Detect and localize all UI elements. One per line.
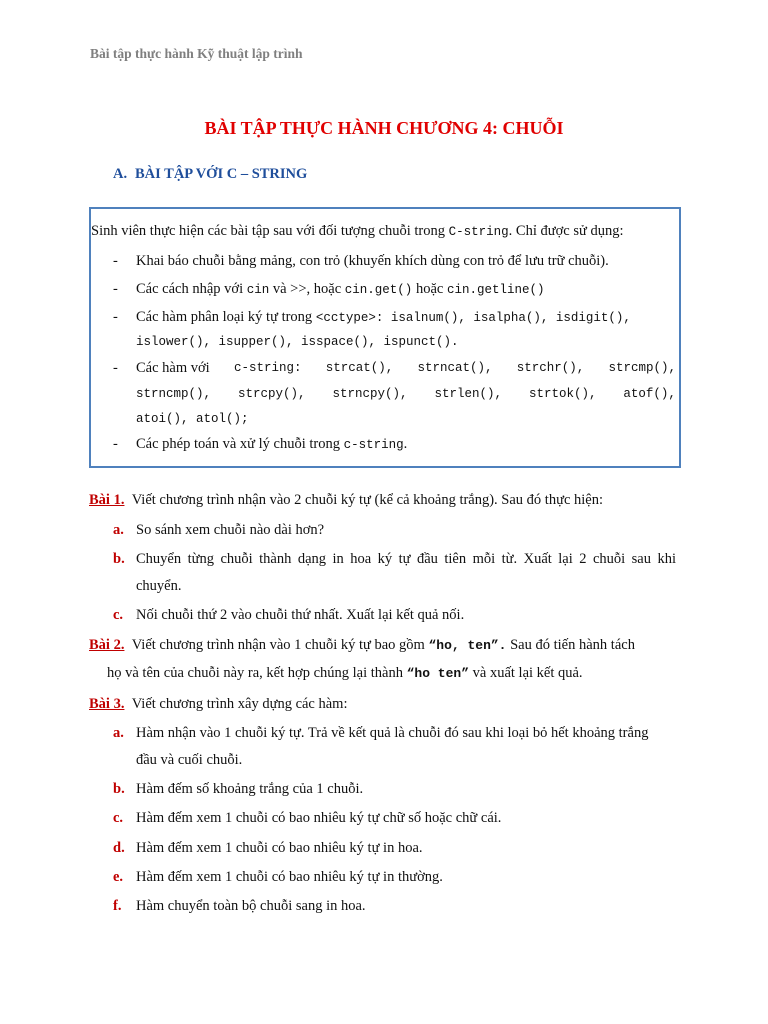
bullet-5 bbox=[136, 434, 407, 455]
exercise-1-c: Nối chuỗi thứ 2 vào chuỗi thứ nhất. Xuất lại kết quả nối. bbox=[136, 607, 465, 623]
bullet-3-line2: islower(), isupper(), isspace(), ispunct(). bbox=[136, 335, 459, 349]
word: chuỗi bbox=[220, 551, 253, 567]
exercise-3-f: Hàm chuyển toàn bộ chuỗi sang in hoa. bbox=[136, 898, 366, 914]
exercise-3-e: Hàm đếm xem 1 chuỗi có bao nhiêu ký tự in thường. bbox=[136, 869, 443, 885]
item-label: e. bbox=[113, 869, 124, 885]
exercise-3-b: Hàm đếm số khoảng trắng của 1 chuỗi. bbox=[136, 781, 364, 797]
word: tiên bbox=[444, 551, 467, 567]
exercise-1-label: Bài 1. bbox=[89, 492, 125, 508]
exercise-1-text: Viết chương trình nhận vào 2 chuỗi ký tự (kể cả khoảng trắng). Sau đó thực hiện: bbox=[131, 492, 604, 508]
b3-code: <cctype>: isalnum(), isalpha(), isdigit(), bbox=[315, 311, 631, 325]
b4-code: strncmp(), bbox=[136, 387, 212, 401]
bullet-2 bbox=[136, 279, 544, 300]
page-title: BÀI TẬP THỰC HÀNH CHƯƠNG 4: CHUỖI bbox=[204, 118, 564, 138]
section-number: A. bbox=[113, 166, 128, 182]
exercise-2-line2-end: và xuất lại kết quả. bbox=[469, 665, 583, 681]
b5-text: Các phép toán và xử lý chuỗi trong bbox=[136, 436, 344, 452]
exercise-2-text-end: Sau đó tiến hành tách bbox=[506, 637, 635, 653]
b4-code: strtok(), bbox=[528, 387, 597, 401]
b4-code: strchr(), bbox=[516, 361, 585, 375]
exercise-1-a: So sánh xem chuỗi nào dài hơn? bbox=[136, 522, 325, 538]
box-intro bbox=[91, 221, 623, 242]
exercise-3-c: Hàm đếm xem 1 chuỗi có bao nhiêu ký tự chữ số hoặc chữ cái. bbox=[136, 810, 502, 826]
exercise-1-b-line1 bbox=[136, 549, 676, 569]
b2-text-mid2: hoặc bbox=[412, 281, 447, 297]
word: từng bbox=[187, 551, 214, 567]
exercise-2-code2: “ho ten” bbox=[406, 666, 470, 681]
word: Xuất bbox=[523, 551, 552, 567]
b4-code: strcat(), bbox=[325, 361, 394, 375]
exercise-2-text: Viết chương trình nhận vào 1 chuỗi ký tự bao gồm bbox=[131, 637, 429, 653]
word: từ. bbox=[501, 551, 518, 567]
exercise-3-a: Hàm nhận vào 1 chuỗi ký tự. Trả về kết quả là chuỗi đó sau khi loại bỏ hết khoảng trắng bbox=[136, 725, 649, 741]
word: khi bbox=[657, 551, 676, 567]
word: sau bbox=[631, 551, 651, 567]
item-label: c. bbox=[113, 810, 124, 826]
b4-code: strncat(), bbox=[417, 361, 493, 375]
exercise-2-code: “ho, ten”. bbox=[428, 638, 507, 653]
bullet-4-line3: atoi(), atol(); bbox=[136, 412, 249, 426]
item-label: c. bbox=[113, 607, 124, 623]
b2-text: Các cách nhập với bbox=[136, 281, 247, 297]
bullet-3 bbox=[136, 307, 631, 328]
exercise-2-line2-text: họ và tên của chuỗi này ra, kết hợp chúng lại thành bbox=[107, 665, 407, 681]
item-label: b. bbox=[113, 781, 125, 797]
word: tự bbox=[398, 551, 411, 567]
b2-text-mid: và >>, hoặc bbox=[269, 281, 345, 297]
exercise-3-text: Viết chương trình xây dựng các hàm: bbox=[131, 696, 348, 712]
b2-code-getline: cin.getline() bbox=[446, 283, 545, 297]
word: thành bbox=[259, 551, 292, 567]
bullet-dash: - bbox=[113, 309, 118, 325]
bullet-dash: - bbox=[113, 360, 118, 376]
word: hoa bbox=[350, 551, 372, 567]
item-label: a. bbox=[113, 725, 124, 741]
item-label: b. bbox=[113, 551, 125, 567]
exercise-2-line2 bbox=[107, 663, 583, 684]
word: mỗi bbox=[472, 551, 496, 567]
b4-code: strncpy(), bbox=[332, 387, 408, 401]
intro-text: Sinh viên thực hiện các bài tập sau với đối tượng chuỗi trong bbox=[91, 223, 449, 239]
word: ký bbox=[377, 551, 393, 567]
exercise-3-d: Hàm đếm xem 1 chuỗi có bao nhiêu ký tự in hoa. bbox=[136, 840, 423, 856]
word: lại bbox=[558, 551, 573, 567]
bullet-dash: - bbox=[113, 436, 118, 452]
exercise-2 bbox=[89, 635, 635, 656]
section-label: BÀI TẬP VỚI C – STRING bbox=[135, 166, 308, 182]
exercise-1-b-line2: chuyển. bbox=[136, 578, 182, 594]
word: in bbox=[332, 551, 344, 567]
intro-text-end: . Chỉ được sử dụng: bbox=[508, 223, 624, 239]
item-label: f. bbox=[113, 898, 122, 914]
b4-code: strcmp(), bbox=[608, 361, 676, 375]
bullet-1: Khai báo chuỗi bằng mảng, con trỏ (khuyến khích dùng con trỏ để lưu trữ chuỗi). bbox=[136, 253, 609, 269]
b2-code-cin: cin bbox=[246, 283, 270, 297]
word: dạng bbox=[297, 551, 326, 567]
word: chuỗi bbox=[592, 551, 626, 567]
bullet-dash: - bbox=[113, 253, 118, 269]
word: đầu bbox=[416, 551, 438, 567]
bullet-4-line1 bbox=[136, 358, 676, 378]
b5-code: c-string bbox=[343, 438, 404, 452]
exercise-3 bbox=[89, 694, 348, 714]
exercise-1 bbox=[89, 490, 603, 510]
b4-word: Các hàm với bbox=[136, 360, 210, 376]
b4-code: strlen(), bbox=[434, 387, 502, 401]
bullet-4-line2 bbox=[136, 384, 676, 404]
b3-text: Các hàm phân loại ký tự trong bbox=[136, 309, 316, 325]
word: 2 bbox=[579, 551, 587, 567]
word: Chuyển bbox=[136, 551, 182, 567]
bullet-dash: - bbox=[113, 281, 118, 297]
exercise-2-label: Bài 2. bbox=[89, 637, 125, 653]
b4-code: strcpy(), bbox=[237, 387, 306, 401]
exercise-3-label: Bài 3. bbox=[89, 696, 125, 712]
intro-code: C-string bbox=[448, 225, 509, 239]
section-heading bbox=[113, 166, 307, 183]
b5-text-end: . bbox=[403, 436, 408, 452]
item-label: d. bbox=[113, 840, 125, 856]
b4-code: atof(), bbox=[623, 387, 676, 401]
item-label: a. bbox=[113, 522, 124, 538]
b4-code: c-string: bbox=[233, 361, 302, 375]
page-header: Bài tập thực hành Kỹ thuật lập trình bbox=[90, 46, 303, 61]
b2-code-get: cin.get() bbox=[344, 283, 413, 297]
exercise-3-a-line2: đầu và cuối chuỗi. bbox=[136, 752, 243, 768]
